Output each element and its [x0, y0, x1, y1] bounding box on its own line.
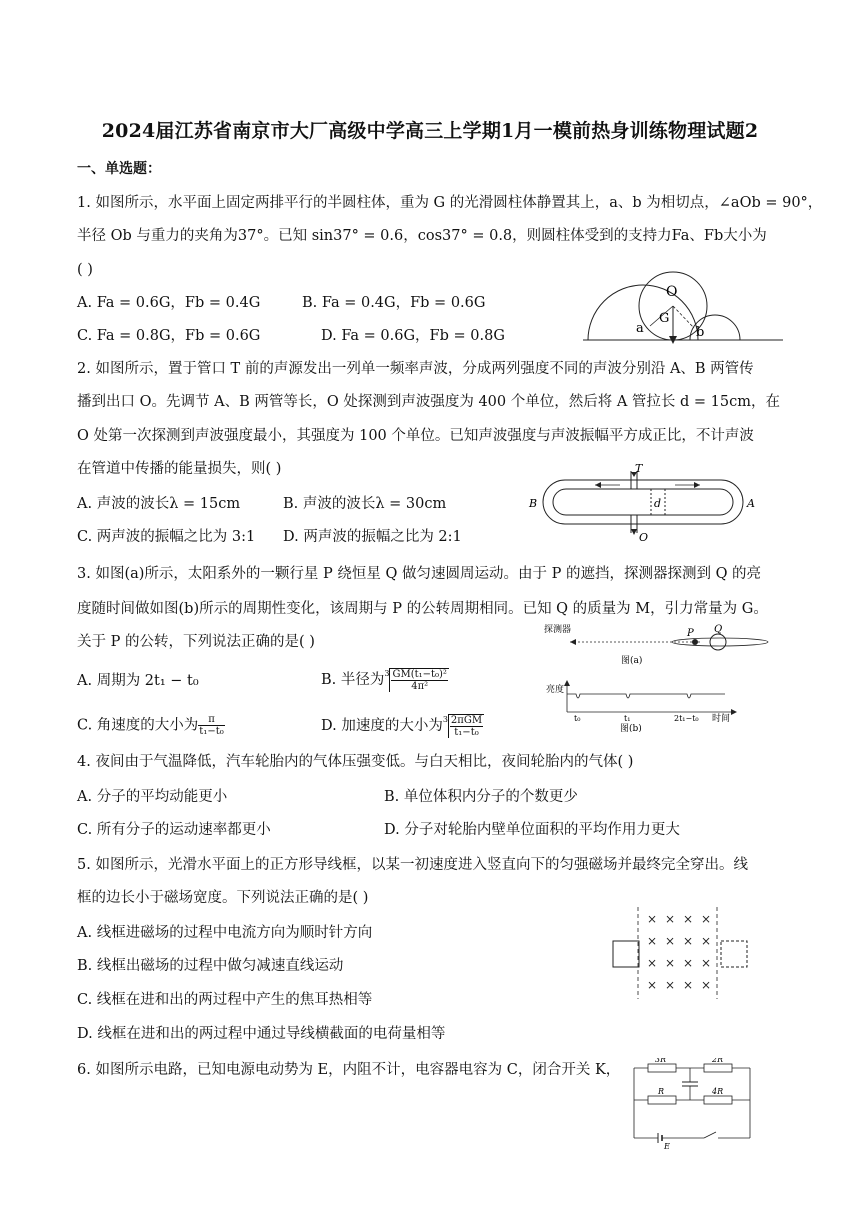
q5-line1: 5. 如图所示，光滑水平面上的正方形导线框，以某一初速度进入竖直向下的匀强磁场并最终完全穿出。线 — [77, 857, 748, 873]
q2-label-t: T — [635, 463, 643, 475]
svg-text:×: × — [683, 912, 694, 926]
svg-text:×: × — [647, 978, 658, 992]
q2-label-a: A — [747, 497, 755, 510]
q3-label-t1: t₁ — [624, 714, 631, 723]
q2-label-d: d — [654, 497, 662, 510]
q3-figure — [540, 620, 770, 732]
q1-label-g: G — [659, 311, 670, 326]
q2-label-b: B — [529, 497, 538, 510]
q3-option-c-label: C. 角速度的大小为 — [77, 717, 199, 734]
q3-caption-a: 图(a) — [621, 656, 643, 666]
q3-line3: 关于 P 的公转，下列说法正确的是( ) — [77, 634, 315, 650]
svg-text:×: × — [665, 978, 676, 992]
q3-option-d: D. 加速度的大小为$^3$ $\frac{\text{2πGM}}{\text{t₁−t₀}}$ — [321, 715, 483, 738]
q3-label-p: P — [687, 628, 694, 639]
q1-option-a: A. Fa = 0.6G，Fb = 0.4G — [77, 295, 261, 311]
section-heading: 一、单选题： — [77, 161, 161, 177]
q6-label-e: E — [664, 1142, 670, 1150]
q2-label-o: O — [639, 531, 649, 543]
svg-text:×: × — [647, 956, 658, 970]
svg-text:×: × — [683, 956, 694, 970]
q1-line2: 半径 Ob 与重力的夹角为37°。已知 sin37° = 0.6，cos37° = 0.8，则圆柱体受到的支持力Fa、Fb大小为 — [77, 228, 767, 244]
q3-label-t2: 2t₁−t₀ — [674, 714, 699, 723]
q1-label-o: O — [666, 284, 678, 300]
q2-line2: 播到出口 O。先调节 A、B 两管等长，O 处探测到声波强度为 400 个单位，然后将 A 管拉长 d = 15cm，在 — [77, 394, 780, 410]
q1-line1: 1. 如图所示，水平面上固定两排平行的半圆柱体，重为 G 的光滑圆柱体静置其上，a、b 为相切点，∠aOb = 90°， — [77, 195, 823, 211]
q6-label-r: R — [658, 1087, 665, 1096]
svg-text:×: × — [701, 934, 712, 948]
q2-line1: 2. 如图所示，置于管口 T 前的声源发出一列单一频率声波，分成两列强度不同的声波分别沿 A、B 两管传 — [77, 361, 754, 377]
q6-label-4r: 4R — [712, 1087, 724, 1096]
q6-line1: 6. 如图所示电路，已知电源电动势为 E，内阻不计，电容器电容为 C，闭合开关 K， — [77, 1062, 621, 1078]
q1-option-d: D. Fa = 0.6G，Fb = 0.8G — [321, 328, 505, 344]
svg-text:×: × — [647, 912, 658, 926]
q3-option-c: C. 角速度的大小为 $\frac{\pi}{\text{t₁−t₀}}$ — [77, 714, 224, 737]
svg-text:×: × — [665, 912, 676, 926]
q3-caption-b: 图(b) — [620, 724, 642, 732]
page-title: 2024届江苏省南京市大厂高级中学高三上学期1月一模前热身训练物理试题2 — [101, 120, 759, 142]
q4-option-d: D. 分子对轮胎内壁单位面积的平均作用力更大 — [384, 822, 680, 838]
q5-option-b: B. 线框出磁场的过程中做匀减速直线运动 — [77, 958, 344, 974]
q2-option-c: C. 两声波的振幅之比为 3:1 — [77, 529, 256, 545]
svg-text:×: × — [701, 912, 712, 926]
q1-option-b: B. Fa = 0.4G，Fb = 0.6G — [302, 295, 486, 311]
q4-option-b: B. 单位体积内分子的个数更少 — [384, 789, 578, 805]
q2-line3: O 处第一次探测到声波强度最小，其强度为 100 个单位。已知声波强度与声波振幅平方成正比，不计声波 — [77, 428, 754, 444]
q3-option-b: B. 半径为$^3$ $\frac{\text{GM(t₁−t₀)²}}{\text{4π²}}$ — [321, 669, 447, 692]
q4-option-c: C. 所有分子的运动速率都更小 — [77, 822, 271, 838]
q1-figure — [583, 270, 783, 346]
svg-text:×: × — [683, 978, 694, 992]
q3-line2: 度随时间做如图(b)所示的周期性变化，该周期与 P 的公转周期相同。已知 Q 的质量为 M，引力常量为 G。 — [77, 601, 768, 617]
q3-line1: 3. 如图(a)所示，太阳系外的一颗行星 P 绕恒星 Q 做匀速圆周运动。由于 P 的遮挡，探测器探测到 Q 的亮 — [77, 566, 762, 582]
q3-option-a: A. 周期为 2t₁ − t₀ — [77, 673, 199, 689]
q3-option-b-label: B. 半径为 — [321, 672, 385, 688]
q2-line4: 在管道中传播的能量损失，则( ) — [77, 461, 282, 477]
q2-option-a: A. 声波的波长λ = 15cm — [77, 496, 241, 512]
q3-label-q: Q — [714, 624, 723, 635]
q3-label-detector: 探测器 — [544, 625, 572, 635]
q6-figure — [628, 1058, 758, 1150]
q5-option-c: C. 线框在进和出的两过程中产生的焦耳热相等 — [77, 992, 373, 1008]
q6-label-3r: 3R — [655, 1058, 667, 1064]
svg-text:×: × — [647, 934, 658, 948]
q6-label-2r: 2R — [712, 1058, 724, 1064]
q4-line1: 4. 夜间由于气温降低，汽车轮胎内的气体压强变低。与白天相比，夜间轮胎内的气体( ) — [77, 754, 634, 770]
q1-option-c: C. Fa = 0.8G，Fb = 0.6G — [77, 328, 261, 344]
svg-text:×: × — [683, 934, 694, 948]
q3-label-time: 时间 — [712, 714, 731, 724]
q2-figure — [525, 463, 760, 543]
q3-label-brightness: 亮度 — [546, 685, 565, 695]
svg-text:×: × — [701, 978, 712, 992]
q1-line3: ( ) — [77, 262, 93, 278]
q5-figure — [605, 905, 785, 1001]
q1-label-a: a — [636, 321, 644, 336]
q1-label-b: b — [696, 325, 705, 340]
svg-text:×: × — [701, 956, 712, 970]
q3-option-d-label: D. 加速度的大小为 — [321, 718, 443, 734]
q2-option-b: B. 声波的波长λ = 30cm — [283, 496, 447, 512]
q3-label-t0: t₀ — [574, 714, 581, 723]
svg-text:×: × — [665, 956, 676, 970]
q5-line2: 框的边长小于磁场宽度。下列说法正确的是( ) — [77, 890, 369, 906]
q2-option-d: D. 两声波的振幅之比为 2:1 — [283, 529, 462, 545]
svg-text:×: × — [665, 934, 676, 948]
q5-option-a: A. 线框进磁场的过程中电流方向为顺时针方向 — [77, 925, 373, 941]
q5-option-d: D. 线框在进和出的两过程中通过导线横截面的电荷量相等 — [77, 1026, 446, 1042]
q4-option-a: A. 分子的平均动能更小 — [77, 789, 228, 805]
